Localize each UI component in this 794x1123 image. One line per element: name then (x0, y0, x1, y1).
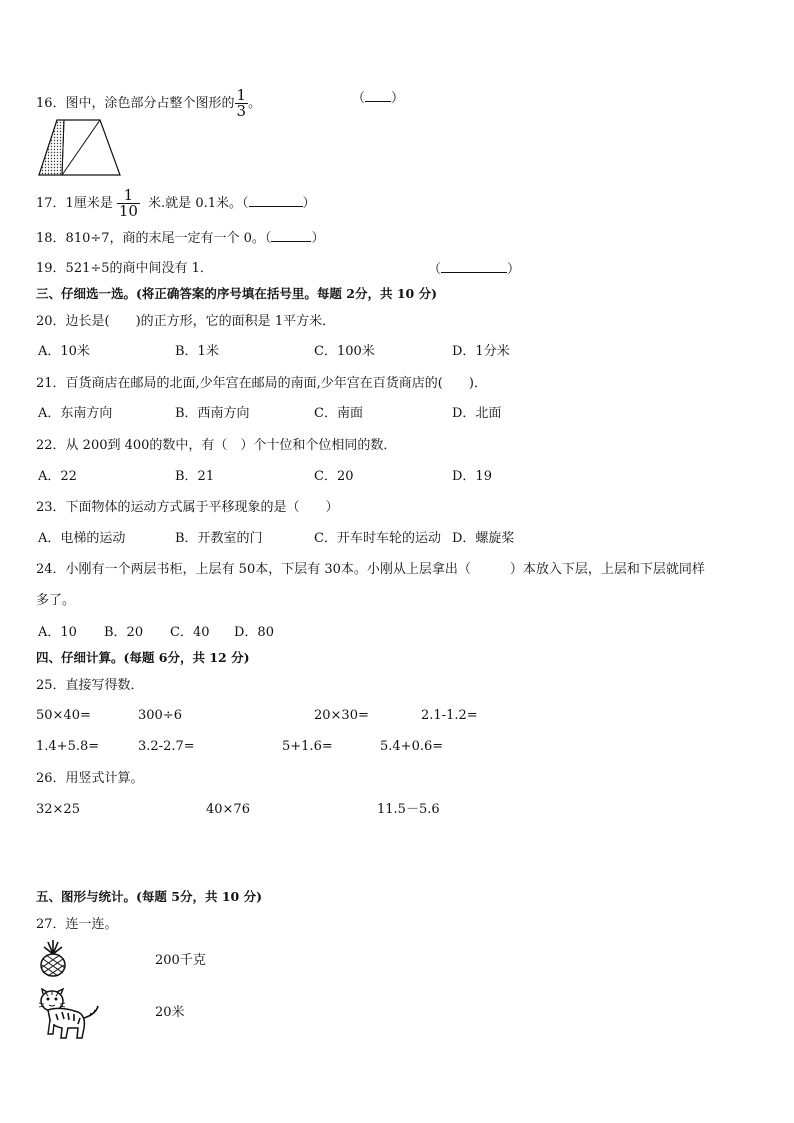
q18-paren-close: ） (311, 231, 325, 246)
q18-line (36, 231, 324, 245)
q25-item: 20×30= (314, 708, 369, 723)
q24-option-d[interactable]: D．80 (234, 625, 274, 640)
diagonal-line (62, 120, 100, 175)
q26-item: 32×25 (36, 802, 80, 817)
q25-item: 2.1-1.2= (421, 708, 478, 723)
q25-item: 300÷6 (138, 708, 182, 723)
q24-stem-line1: 24．小刚有一个两层书柜，上层有 50本，下层有 30本。小刚从上层拿出（ ）本放入下层，上层和下层就同样 (36, 562, 705, 577)
q16-answer-blank[interactable] (365, 91, 391, 102)
q23-option-d[interactable]: D．螺旋桨 (452, 531, 515, 546)
q24-option-c[interactable]: C．40 (170, 625, 210, 640)
q19-answer-paren (428, 262, 520, 276)
section5-heading: 五、图形与统计。(每题 5分，共 10 分) (36, 889, 262, 904)
q25-item: 5+1.6= (282, 739, 333, 754)
q19-answer-blank[interactable] (441, 262, 507, 273)
q16-line (36, 88, 261, 119)
tiger-icon[interactable] (38, 988, 102, 1040)
q19-paren-open: （ (428, 262, 442, 277)
q16-text: 16．图中，涂色部分占整个图形的 (36, 96, 235, 111)
q20-option-c[interactable]: C．100米 (314, 344, 375, 359)
q25-item: 50×40= (36, 708, 91, 723)
q19-text: 19．521÷5的商中间没有 1． (36, 261, 213, 276)
trapezoid-figure (38, 118, 122, 176)
q20-stem: 20．边长是( )的正方形，它的面积是 1平方米． (36, 314, 336, 329)
pineapple-icon[interactable] (36, 940, 70, 978)
q16-suffix: 。 (248, 96, 262, 111)
q21-stem: 21．百货商店在邮局的北面,少年宫在邮局的南面,少年宫在百货商店的( )． (36, 376, 487, 391)
q22-option-a[interactable]: A．22 (38, 469, 77, 484)
q27-stem: 27．连一连。 (36, 917, 118, 932)
q26-stem: 26．用竖式计算。 (36, 771, 144, 786)
q17-fraction-den: 10 (118, 202, 138, 220)
q23-stem: 23．下面物体的运动方式属于平移现象的是（ ） (36, 500, 339, 515)
q24-stem-line2: 多了。 (36, 593, 76, 608)
q17-suffix: 米.就是 0.1米。（ (143, 196, 249, 211)
q19-paren-close: ） (507, 262, 521, 277)
section4-heading: 四、仔细计算。(每题 6分，共 12 分) (36, 650, 250, 665)
shaded-triangle (39, 120, 64, 175)
q20-option-a[interactable]: A．10米 (38, 344, 90, 359)
q21-option-b[interactable]: B．西南方向 (175, 406, 250, 421)
q17-fraction-num: 1 (117, 188, 140, 204)
q21-option-a[interactable]: A．东南方向 (38, 406, 113, 421)
q20-option-b[interactable]: B．1米 (175, 344, 219, 359)
q22-option-b[interactable]: B．21 (175, 469, 215, 484)
q27-label-length[interactable]: 20米 (155, 1005, 185, 1020)
q16-paren-close: ） (391, 91, 405, 106)
q16-fraction-den: 3 (236, 102, 247, 120)
q24-option-b[interactable]: B．20 (104, 625, 144, 640)
section3-heading: 三、仔细选一选。(将正确答案的序号填在括号里。每题 2分，共 10 分) (36, 286, 437, 301)
q17-text: 17．1厘米是 (36, 196, 113, 211)
q26-item: 40×76 (206, 802, 250, 817)
q23-option-b[interactable]: B．开教室的门 (175, 531, 263, 546)
q17-paren-close: ） (302, 196, 316, 211)
q17-fraction (117, 188, 140, 219)
q18-text: 18．810÷7，商的末尾一定有一个 0。（ (36, 231, 272, 246)
q17-answer-blank[interactable] (249, 196, 303, 207)
q20-option-d[interactable]: D．1分米 (452, 344, 510, 359)
q25-item: 1.4+5.8= (36, 739, 100, 754)
q16-fraction (235, 88, 249, 119)
q25-item: 3.2-2.7= (138, 739, 195, 754)
q21-option-d[interactable]: D．北面 (452, 406, 502, 421)
q18-answer-blank[interactable] (271, 231, 311, 242)
q22-option-d[interactable]: D．19 (452, 469, 492, 484)
q23-option-a[interactable]: A．电梯的运动 (38, 531, 126, 546)
q16-paren-open: （ (352, 91, 366, 106)
q26-item: 11.5－5.6 (377, 802, 440, 817)
q22-stem: 22．从 200到 400的数中，有（ ）个十位和个位相同的数． (36, 438, 397, 453)
q16-fraction-num: 1 (236, 86, 247, 104)
q17-line (36, 188, 316, 219)
q23-option-c[interactable]: C．开车时车轮的运动 (314, 531, 441, 546)
q25-stem: 25．直接写得数． (36, 678, 144, 693)
q21-option-c[interactable]: C．南面 (314, 406, 363, 421)
q24-option-a[interactable]: A．10 (38, 625, 77, 640)
q27-label-weight[interactable]: 200千克 (155, 953, 206, 968)
q16-answer-paren (352, 91, 404, 105)
q22-option-c[interactable]: C．20 (314, 469, 354, 484)
q25-item: 5.4+0.6= (380, 739, 444, 754)
